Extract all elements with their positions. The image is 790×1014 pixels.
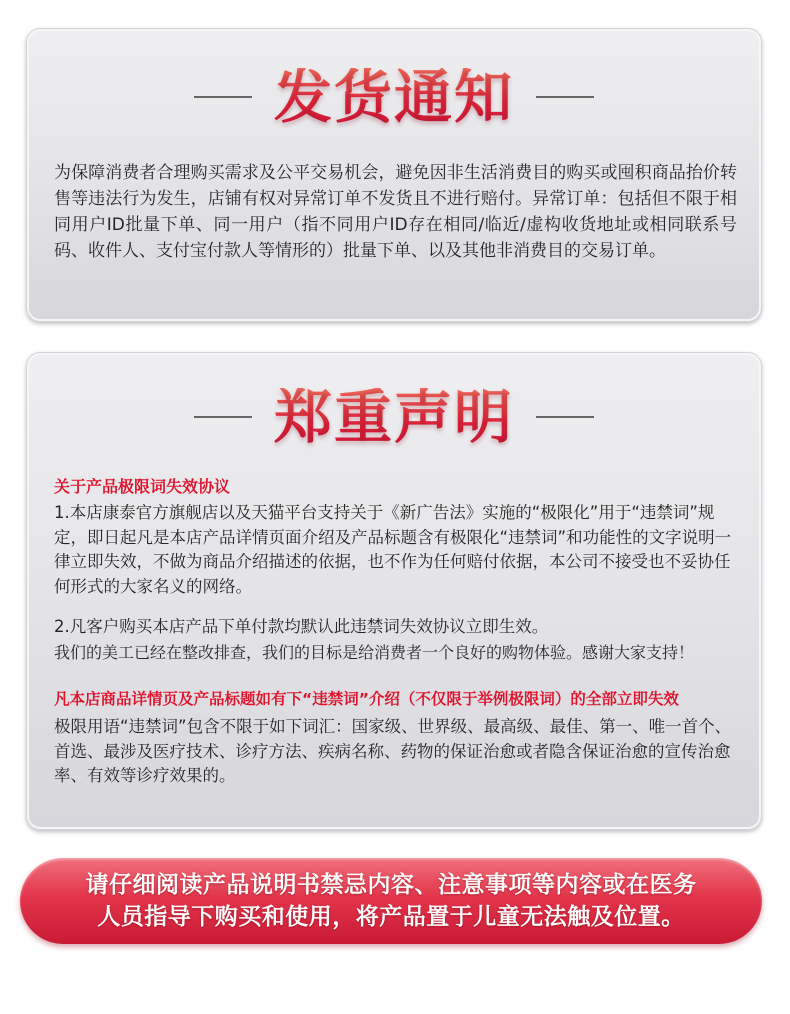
shipping-notice-title: 发货通知	[273, 63, 514, 131]
declaration-thanks: 我们的美工已经在整改排查，我们的目标是给消费者一个良好的购物体验。感谢大家支持！	[54, 643, 695, 662]
shipping-notice-body: 为保障消费者合理购买需求及公平交易机会，避免因非生活消费目的购买或囤积商品抬价转售等违法行为发生，店铺有权对异常订单不发货且不进行赔付。异常订单：包括但不限于相同用户ID批量下单、同一用户（指不同用户ID存在相同/临近/虚构收货地址或相同联系号码、收件人、支付宝付款人等情形的）批量下单、以及其他非消费目的交易订单。	[54, 163, 737, 261]
title-left-divider	[194, 416, 252, 418]
declaration-card	[26, 352, 762, 830]
invalid-words-heading: 凡本店商品详情页及产品标题如有下“违禁词”介绍（不仅限于举例极限词）的全部立即失效	[54, 690, 679, 708]
shipping-notice-title-row	[27, 57, 761, 137]
declaration-item-2: 2.凡客户购买本店产品下单付款均默认此违禁词失效协议立即生效。	[54, 617, 549, 636]
usage-warning-banner	[20, 858, 762, 944]
declaration-title-row	[27, 377, 761, 457]
declaration-item-1: 1.本店康泰官方旗舰店以及天猫平台支持关于《新广告法》实施的“极限化”用于“违禁词”规定，即日起凡是本店产品详情页面介绍及产品标题含有极限化“违禁词”和功能性的文字说明一律立即失效，不做为商品介绍描述的依据，也不作为任何赔付依据，本公司不接受也不妥协任何形式的大家名义的网络。	[54, 503, 732, 596]
extreme-words-protocol-heading: 关于产品极限词失效协议	[54, 477, 231, 496]
shipping-notice-card	[26, 28, 762, 322]
warning-line-2: 人员指导下购买和使用，将产品置于儿童无法触及位置。	[97, 904, 685, 930]
forbidden-terms-list: 极限用语“违禁词”包含不限于如下词汇：国家级、世界级、最高级、最佳、第一、唯一首个、首选、最涉及医疗技术、诊疗方法、疾病名称、药物的保证治愈或者隐含保证治愈的宣传治愈率、有效等诊疗效果的。	[54, 717, 732, 785]
warning-line-1: 请仔细阅读产品说明书禁忌内容、注意事项等内容或在医务	[85, 872, 697, 898]
title-right-divider	[536, 416, 594, 418]
title-left-divider	[194, 96, 252, 98]
declaration-title: 郑重声明	[273, 383, 514, 451]
title-right-divider	[536, 96, 594, 98]
